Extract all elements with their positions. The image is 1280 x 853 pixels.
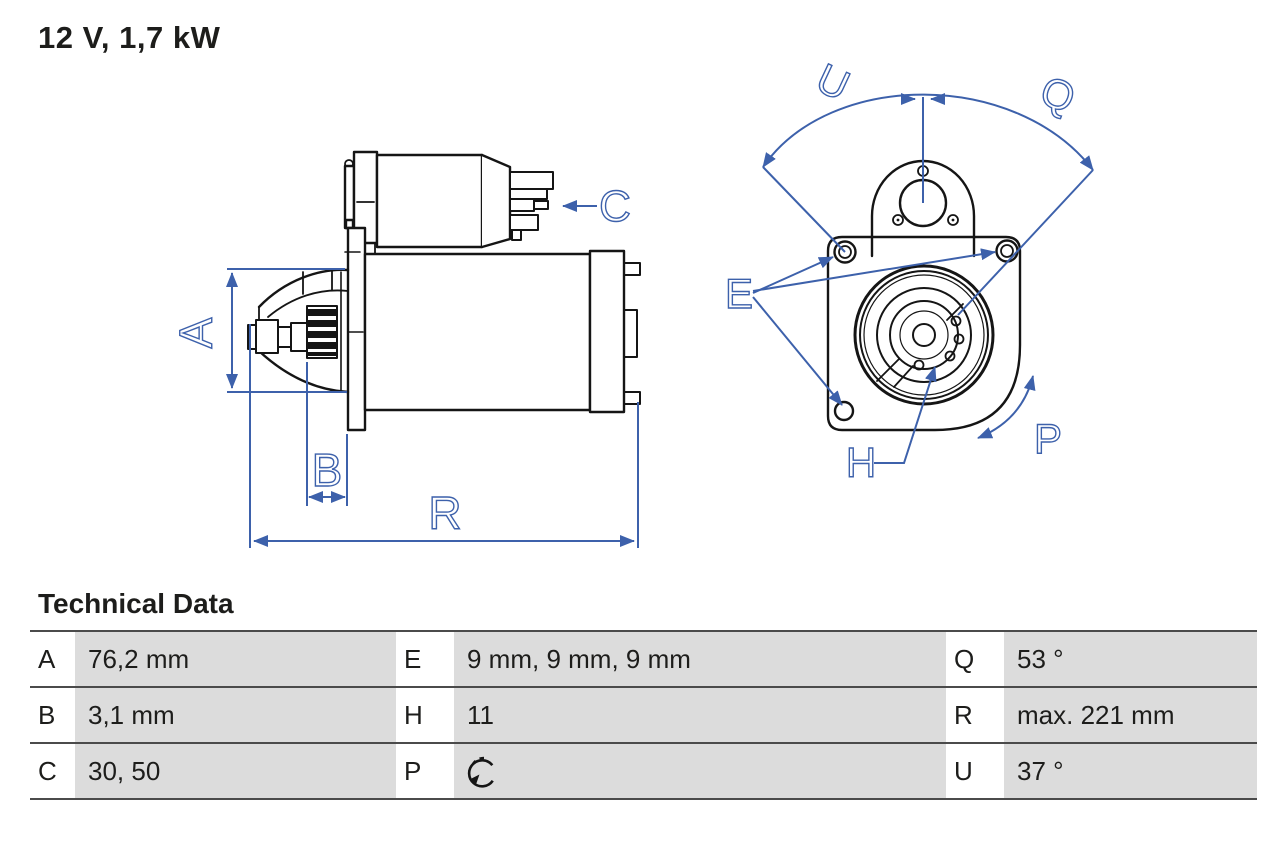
solenoid-terminals	[510, 172, 553, 240]
param-key: R	[946, 688, 1004, 742]
dim-label-r: R	[428, 487, 462, 539]
bearing-rings	[855, 266, 993, 404]
param-key: B	[30, 688, 75, 742]
dim-label-p: P	[1033, 415, 1063, 462]
param-value: 37 °	[1004, 744, 1257, 798]
pinion-gear-side	[307, 306, 337, 358]
dim-label-q: Q	[1034, 66, 1082, 123]
motor-body	[365, 243, 640, 412]
drive-end-housing	[248, 269, 348, 392]
param-key: P	[396, 744, 454, 798]
param-key: Q	[946, 632, 1004, 686]
table-row	[30, 630, 1257, 686]
dim-label-c: C	[599, 182, 631, 231]
technical-data-heading: Technical Data	[38, 588, 234, 619]
param-value: 9 mm, 9 mm, 9 mm	[454, 632, 946, 686]
mounting-flange-side	[345, 220, 365, 430]
param-value	[454, 744, 946, 798]
technical-data-table	[30, 630, 1257, 800]
rotation-direction-arrow	[978, 376, 1033, 438]
dim-label-e: E	[724, 270, 754, 317]
param-value: 30, 50	[75, 744, 396, 798]
page-title: 12 V, 1,7 kW	[38, 20, 221, 55]
counterclockwise-rotation-icon	[467, 754, 501, 788]
param-value: 53 °	[1004, 632, 1257, 686]
param-key: E	[396, 632, 454, 686]
solenoid-side	[345, 152, 553, 247]
param-key: C	[30, 744, 75, 798]
param-value: 11	[454, 688, 946, 742]
param-key: U	[946, 744, 1004, 798]
param-key: A	[30, 632, 75, 686]
front-view-dimensions	[725, 54, 1093, 486]
dim-label-a: A	[170, 317, 222, 349]
dim-label-h: H	[845, 439, 877, 486]
param-value: 76,2 mm	[75, 632, 396, 686]
dim-label-b: B	[311, 444, 343, 496]
dim-label-u: U	[809, 54, 857, 110]
table-row	[30, 742, 1257, 800]
param-value: max. 221 mm	[1004, 688, 1257, 742]
param-value: 3,1 mm	[75, 688, 396, 742]
table-row	[30, 686, 1257, 742]
param-key: H	[396, 688, 454, 742]
